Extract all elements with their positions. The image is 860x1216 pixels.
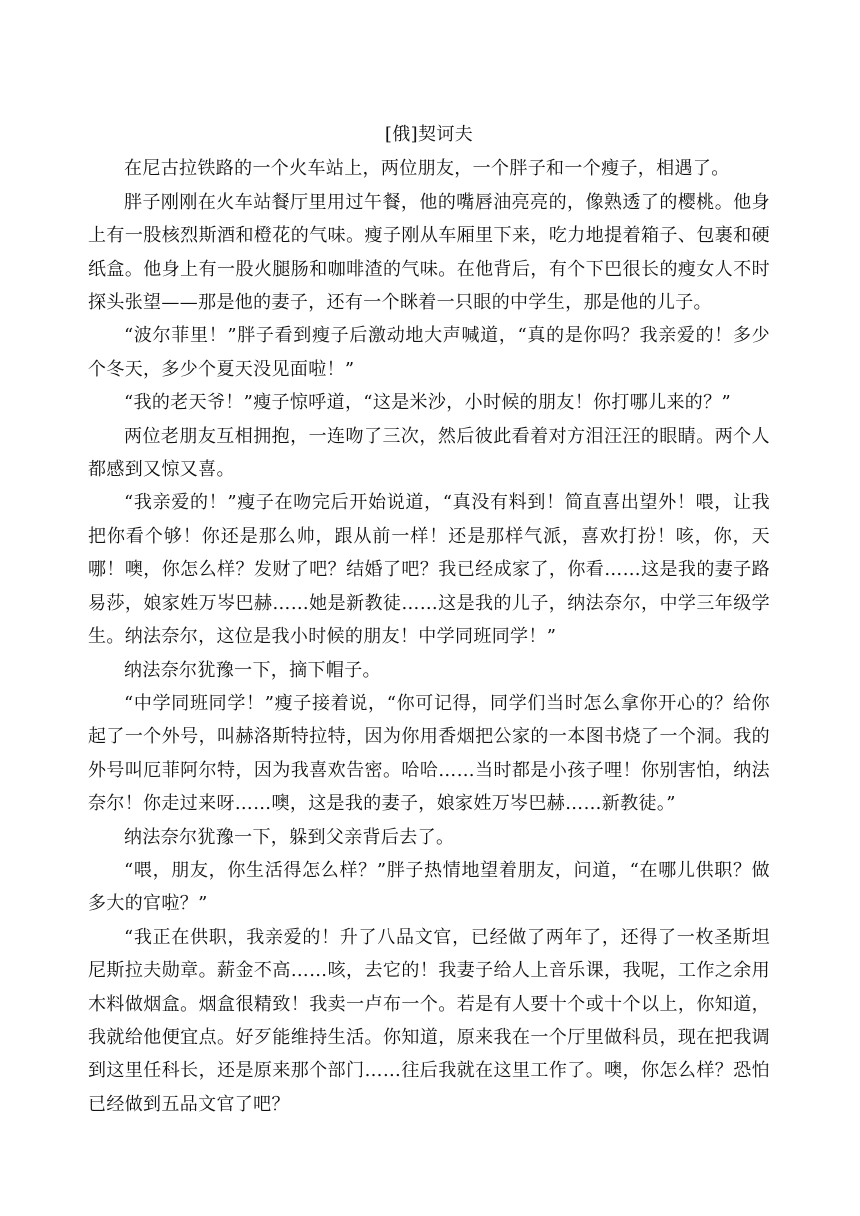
paragraph-2: 胖子刚刚在火车站餐厅里用过午餐，他的嘴唇油亮亮的，像熟透了的樱桃。他身上有一股核烈斯酒和橙花的气味。瘦子刚从车厢里下来，吃力地提着箱子、包裹和硬纸盒。他身上有一股火腿肠和咖啡渣的气味。在他背后，有个下巴很长的瘦女人不时探头张望——那是他的妻子，还有一个眯着一只眼的中学生，那是他的儿子。 bbox=[88, 191, 770, 314]
paragraph-5: 两位老朋友互相拥抱，一连吻了三次，然后彼此看着对方泪汪汪的眼睛。两个人都感到又惊又喜。 bbox=[88, 425, 770, 481]
author-line: [俄]契诃夫 bbox=[384, 124, 474, 145]
document-page bbox=[88, 118, 770, 1121]
paragraph-10: “喂，朋友，你生活得怎么样？”胖子热情地望着朋友，问道，“在哪儿供职？做多大的官啦？” bbox=[88, 859, 770, 915]
paragraph-9: 纳法奈尔犹豫一下，躲到父亲背后去了。 bbox=[124, 826, 455, 848]
paragraph-6: “我亲爱的！”瘦子在吻完后开始说道，“真没有料到！简直喜出望外！喂，让我把你看个够！你还是那么帅，跟从前一样！还是那样气派，喜欢打扮！咳，你，天哪！噢，你怎么样？发财了吧？结婚了吧？我已经成家了，你看……这是我的妻子路易莎，娘家姓万岑巴赫……她是新教徒……这是我的儿子，纳法奈尔，中学三年级学生。纳法奈尔，这位是我小时候的朋友！中学同班同学！” bbox=[88, 492, 770, 648]
paragraph-3: “波尔菲里！”胖子看到瘦子后激动地大声喊道，“真的是你吗？我亲爱的！多少个冬天，多少个夏天没见面啦！” bbox=[88, 325, 770, 380]
paragraph-4: “我的老天爷！”瘦子惊呼道，“这是米沙，小时候的朋友！你打哪儿来的？” bbox=[124, 392, 732, 414]
paragraph-1: 在尼古拉铁路的一个火车站上，两位朋友，一个胖子和一个瘦子，相遇了。 bbox=[124, 158, 730, 180]
paragraph-8: “中学同班同学！”瘦子接着说，“你可记得，同学们当时怎么拿你开心的？给你起了一个外号，叫赫洛斯特拉特，因为你用香烟把公家的一本图书烧了一个洞。我的外号叫厄菲阿尔特，因为我喜欢告密。哈哈……当时都是小孩子哩！你别害怕，纳法奈尔！你走过来呀……噢，这是我的妻子，娘家姓万岑巴赫……新教徒。” bbox=[88, 692, 770, 815]
paragraph-11: “我正在供职，我亲爱的！升了八品文官，已经做了两年了，还得了一枚圣斯坦尼斯拉夫勋章。薪金不高……咳，去它的！我妻子给人上音乐课，我呢，工作之余用木料做烟盒。烟盒很精致！我卖一卢布一个。若是有人要十个或十个以上，你知道，我就给他便宜点。好歹能维持生活。你知道，原来我在一个厅里做科员，现在把我调到这里任科长，还是原来那个部门……往后我就在这里工作了。噢，你怎么样？恐怕已经做到五品文官了吧？ bbox=[88, 926, 770, 1115]
paragraph-7: 纳法奈尔犹豫一下，摘下帽子。 bbox=[124, 659, 381, 681]
